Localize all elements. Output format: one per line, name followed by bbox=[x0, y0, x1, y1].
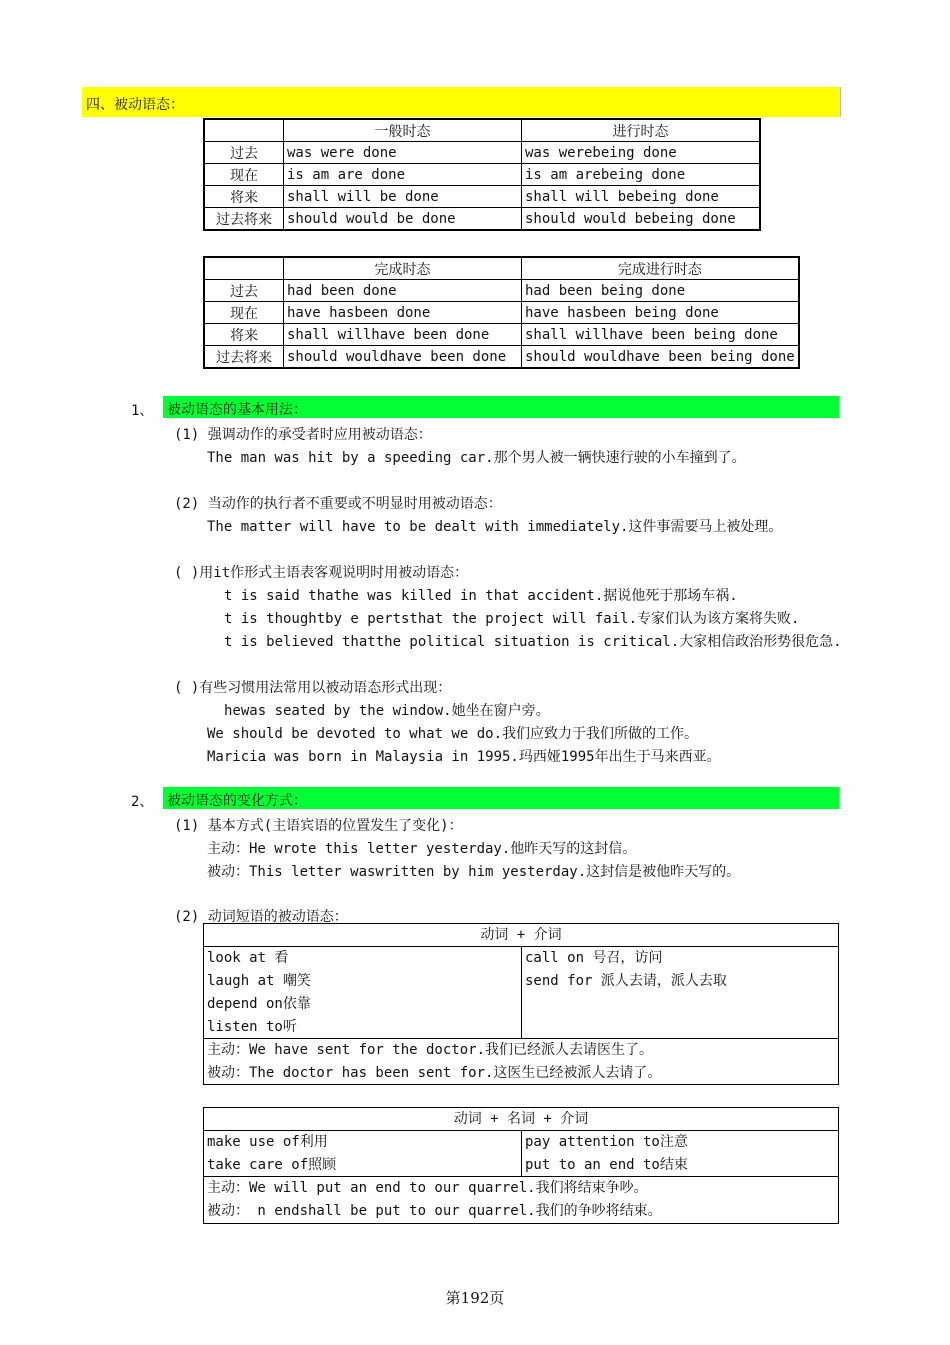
table-cell: is am are done bbox=[284, 164, 522, 186]
table-row bbox=[204, 324, 799, 346]
table-row bbox=[204, 186, 760, 208]
example-line: t is thoughtby e pertsthat the project will fail.专家们认为该方案将失败. bbox=[224, 611, 800, 627]
example-line: t is said thathe was killed in that accident.据说他死于那场车祸. bbox=[224, 588, 738, 604]
tense-table-perfect bbox=[203, 256, 800, 369]
sub-heading: ( )用it作形式主语表客观说明时用被动语态： bbox=[174, 565, 469, 581]
table-header-cell: 一般时态 bbox=[284, 119, 522, 142]
table-cell: was werebeing done bbox=[522, 142, 761, 164]
part-title-banner bbox=[163, 396, 839, 418]
table-cell: have hasbeen being done bbox=[522, 302, 799, 324]
table-cell: should wouldhave been being done bbox=[522, 346, 799, 369]
box-left-column bbox=[204, 1131, 522, 1177]
tense-label: 过去将来 bbox=[204, 208, 284, 231]
table-header-row bbox=[204, 257, 799, 280]
section-title: 四、被动语态： bbox=[86, 97, 184, 113]
part-number: 2、 bbox=[131, 794, 154, 810]
tense-label: 现在 bbox=[204, 302, 284, 324]
part-number: 1、 bbox=[131, 403, 154, 419]
table-header-cell: 完成进行时态 bbox=[522, 257, 799, 280]
box-examples bbox=[204, 1038, 838, 1085]
box-right-column bbox=[522, 1131, 838, 1177]
sub-heading: (2) 动词短语的被动语态： bbox=[174, 909, 348, 925]
tense-table-simple-progressive bbox=[203, 118, 761, 231]
phrase-item: look at 看 bbox=[207, 950, 289, 966]
sub-heading: (1) 强调动作的承受者时应用被动语态： bbox=[174, 427, 432, 443]
table-cell: was were done bbox=[284, 142, 522, 164]
phrase-box-verb-noun-prep bbox=[203, 1107, 839, 1224]
box-left-column bbox=[204, 947, 522, 1039]
part-title-banner bbox=[163, 787, 839, 809]
table-cell: shall willhave been done bbox=[284, 324, 522, 346]
box-right-column bbox=[522, 947, 838, 1039]
phrase-item: listen to听 bbox=[207, 1019, 297, 1035]
table-cell: should would bebeing done bbox=[522, 208, 761, 231]
sub-heading: (2) 当动作的执行者不重要或不明显时用被动语态： bbox=[174, 496, 502, 512]
table-row bbox=[204, 302, 799, 324]
table-cell: had been done bbox=[284, 280, 522, 302]
example-line: 被动：The doctor has been sent for.这医生已经被派人去请了。 bbox=[207, 1065, 662, 1081]
phrase-item: pay attention to注意 bbox=[525, 1134, 688, 1150]
table-header-row bbox=[204, 119, 760, 142]
tense-label: 过去 bbox=[204, 280, 284, 302]
page-number: 第192页 bbox=[445, 1289, 505, 1307]
example-line: The man was hit by a speeding car.那个男人被一辆快速行驶的小车撞到了。 bbox=[207, 450, 746, 466]
phrase-item: send for 派人去请，派人去取 bbox=[525, 973, 727, 989]
example-line: 被动： n endshall be put to our quarrel.我们的争吵将结束。 bbox=[207, 1203, 662, 1219]
table-cell: shall will bebeing done bbox=[522, 186, 761, 208]
table-cell: had been being done bbox=[522, 280, 799, 302]
table-row bbox=[204, 164, 760, 186]
example-line: 主动：We have sent for the doctor.我们已经派人去请医生了。 bbox=[207, 1042, 654, 1058]
sub-heading: (1) 基本方式(主语宾语的位置发生了变化)： bbox=[174, 818, 463, 834]
phrase-item: put to an end to结束 bbox=[525, 1157, 688, 1173]
example-line: 主动：We will put an end to our quarrel.我们将结束争吵。 bbox=[207, 1180, 648, 1196]
part-title: 被动语态的基本用法： bbox=[167, 402, 307, 418]
table-row bbox=[204, 346, 799, 369]
table-cell: shall willhave been being done bbox=[522, 324, 799, 346]
example-line: The matter will have to be dealt with immediately.这件事需要马上被处理。 bbox=[207, 519, 783, 535]
table-cell: should would be done bbox=[284, 208, 522, 231]
box-title: 动词 + 名词 + 介词 bbox=[204, 1108, 838, 1131]
box-examples bbox=[204, 1176, 838, 1223]
phrase-box-verb-prep bbox=[203, 923, 839, 1085]
table-header-cell: 完成时态 bbox=[284, 257, 522, 280]
tense-label: 将来 bbox=[204, 324, 284, 346]
table-header-cell bbox=[204, 119, 284, 142]
example-line: Maricia was born in Malaysia in 1995.玛西娅1995年出生于马来西亚。 bbox=[207, 749, 721, 765]
phrase-item: call on 号召，访问 bbox=[525, 950, 663, 966]
table-row bbox=[204, 280, 799, 302]
table-cell: should wouldhave been done bbox=[284, 346, 522, 369]
example-line: We should be devoted to what we do.我们应致力于我们所做的工作。 bbox=[207, 726, 699, 742]
box-title: 动词 + 介词 bbox=[204, 924, 838, 947]
table-header-cell: 进行时态 bbox=[522, 119, 761, 142]
table-row bbox=[204, 208, 760, 231]
phrase-item: depend on依靠 bbox=[207, 996, 311, 1012]
table-cell: have hasbeen done bbox=[284, 302, 522, 324]
table-cell: shall will be done bbox=[284, 186, 522, 208]
table-row bbox=[204, 142, 760, 164]
part-title: 被动语态的变化方式： bbox=[167, 793, 307, 809]
phrase-item: make use of利用 bbox=[207, 1134, 328, 1150]
example-line: hewas seated by the window.她坐在窗户旁。 bbox=[224, 703, 550, 719]
tense-label: 将来 bbox=[204, 186, 284, 208]
sub-heading: ( )有些习惯用法常用以被动语态形式出现： bbox=[174, 680, 452, 696]
table-header-cell bbox=[204, 257, 284, 280]
phrase-item: laugh at 嘲笑 bbox=[207, 973, 311, 989]
example-line: t is believed thatthe political situation is critical.大家相信政治形势很危急. bbox=[224, 634, 842, 650]
tense-label: 过去 bbox=[204, 142, 284, 164]
phrase-item: take care of照顾 bbox=[207, 1157, 337, 1173]
example-line: 主动：He wrote this letter yesterday.他昨天写的这封信。 bbox=[207, 841, 637, 857]
tense-label: 现在 bbox=[204, 164, 284, 186]
example-line: 被动：This letter waswritten by him yesterday.这封信是被他昨天写的。 bbox=[207, 864, 741, 880]
table-cell: is am arebeing done bbox=[522, 164, 761, 186]
section-title-banner bbox=[82, 87, 841, 117]
tense-label: 过去将来 bbox=[204, 346, 284, 369]
